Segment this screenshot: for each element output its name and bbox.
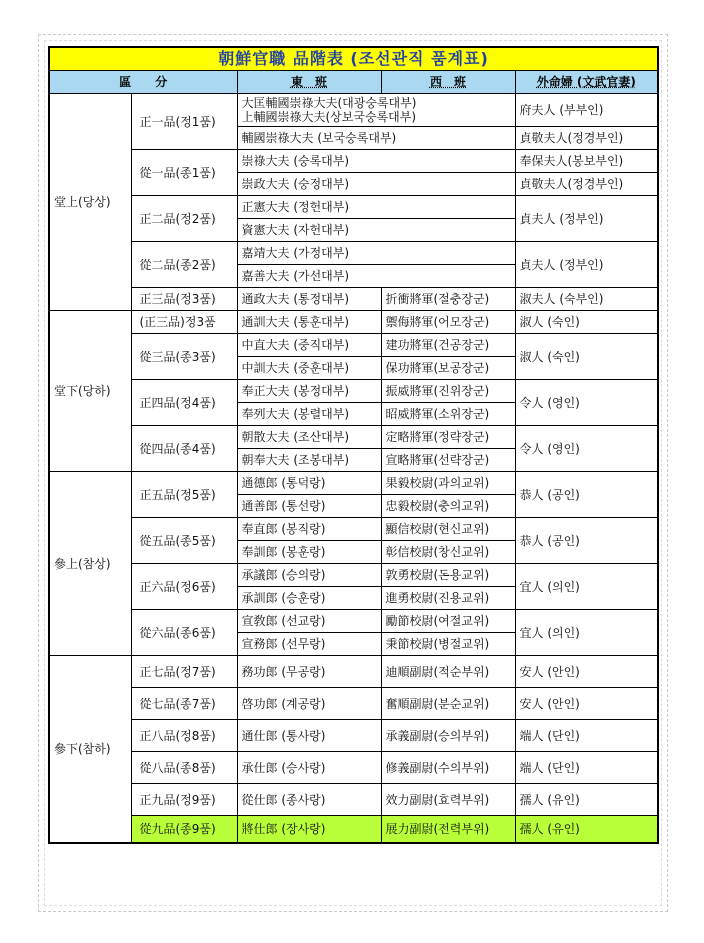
header-dongban-label: 東 班 [290,75,327,89]
wife-cell: 孺人 (유인) [515,816,658,844]
grade-jeong4: 正四品(정4품) [131,380,237,426]
wife-cell: 奉保夫人(봉보부인) [515,150,658,173]
grade-jeong9: 正九品(정9품) [131,784,237,816]
seo-cell: 振威將軍(진위장군) [381,380,515,403]
wife-cell: 安人 (안인) [515,688,658,720]
title-row [49,47,658,71]
grade-jong6: 從六品(종6품) [131,610,237,656]
seo-cell: 保功將軍(보공장군) [381,357,515,380]
class-chamsang: 參上(참상) [49,472,131,656]
dong-cell: 承訓郎 (승훈랑) [237,587,381,610]
dong-cell: 中訓大夫 (중훈대부) [237,357,381,380]
table-row-highlight [49,816,658,844]
dong-cell [237,94,515,127]
seo-cell: 勵節校尉(여절교위) [381,610,515,633]
header-wife-label: 外命婦 (文武官妻) [536,75,636,89]
seo-cell: 彰信校尉(창신교위) [381,541,515,564]
dong-title-1a: 大匡輔國崇祿大夫(대광숭록대부) [241,96,417,110]
seo-cell: 折衝將軍(절충장군) [381,288,515,311]
grade-jong9: 從九品(종9품) [131,816,237,844]
grade-jeong8: 正八品(정8품) [131,720,237,752]
wife-cell: 端人 (단인) [515,720,658,752]
table-row [49,196,658,219]
grade-jong3: 從三品(종3품) [131,334,237,380]
wife-cell: 安人 (안인) [515,656,658,688]
table-row [49,311,658,334]
grade-jong1: 從一品(종1품) [131,150,237,196]
seo-cell: 進勇校尉(진용교위) [381,587,515,610]
wife-cell: 端人 (단인) [515,752,658,784]
wife-cell: 宜人 (의인) [515,610,658,656]
seo-cell: 迪順副尉(적순부위) [381,656,515,688]
table-row [49,518,658,541]
dong-cell: 通政大夫 (통정대부) [237,288,381,311]
seo-cell: 顯信校尉(현신교위) [381,518,515,541]
seo-cell: 效力副尉(효력부위) [381,784,515,816]
seo-cell: 建功將軍(건공장군) [381,334,515,357]
seo-cell: 修義副尉(수의부위) [381,752,515,784]
wife-cell: 恭人 (공인) [515,518,658,564]
wife-cell: 令人 (영인) [515,426,658,472]
dong-cell: 務功郎 (무공랑) [237,656,381,688]
dong-cell: 崇祿大夫 (숭록대부) [237,150,515,173]
rank-table [48,46,659,844]
wife-cell: 淑人 (숙인) [515,334,658,380]
header-wife [515,71,658,94]
table-row [49,242,658,265]
table-row [49,288,658,311]
seo-cell: 果毅校尉(과의교위) [381,472,515,495]
dong-cell: 承仕郎 (승사랑) [237,752,381,784]
table-title: 朝鮮官職 品階表 (조선관직 품계표) [49,47,658,71]
table-row [49,784,658,816]
seo-cell: 昭威將軍(소위장군) [381,403,515,426]
dong-cell: 輔國崇祿大夫 (보국숭록대부) [237,127,515,150]
table-row [49,688,658,720]
header-row [49,71,658,94]
dong-cell: 奉列大夫 (봉렬대부) [237,403,381,426]
dong-cell: 通仕郎 (통사랑) [237,720,381,752]
grade-jeong6: 正六品(정6품) [131,564,237,610]
table-row [49,472,658,495]
header-gubun: 區 分 [49,71,237,94]
seo-cell: 奮順副尉(분순교위) [381,688,515,720]
grade-jong2: 從二品(종2품) [131,242,237,288]
dong-cell: 正憲大夫 (정헌대부) [237,196,515,219]
dong-cell: 奉正大夫 (봉정대부) [237,380,381,403]
grade-jong7: 從七品(종7품) [131,688,237,720]
wife-cell: 淑人 (숙인) [515,311,658,334]
dong-cell: 通德郎 (통덕랑) [237,472,381,495]
dong-cell: 中直大夫 (중직대부) [237,334,381,357]
wife-cell: 淑夫人 (숙부인) [515,288,658,311]
seo-cell: 宣略將軍(선략장군) [381,449,515,472]
seo-cell: 承義副尉(승의부위) [381,720,515,752]
dong-cell: 資憲大夫 (자헌대부) [237,219,515,242]
table-row [49,610,658,633]
dong-cell: 嘉靖大夫 (가정대부) [237,242,515,265]
dong-cell: 通訓大夫 (통훈대부) [237,311,381,334]
table-row [49,380,658,403]
dong-cell: 朝奉大夫 (조봉대부) [237,449,381,472]
seo-cell: 定略將軍(정략장군) [381,426,515,449]
grade-jeong7: 正七品(정7품) [131,656,237,688]
wife-cell: 孺人 (유인) [515,784,658,816]
dong-title-1b: 上輔國崇祿大夫(상보국숭록대부) [241,110,417,124]
dong-cell: 奉訓郎 (봉훈랑) [237,541,381,564]
dong-cell: 崇政大夫 (숭정대부) [237,173,515,196]
wife-cell: 恭人 (공인) [515,472,658,518]
dong-cell: 朝散大夫 (조산대부) [237,426,381,449]
class-danha: 堂下(당하) [49,311,131,472]
header-dongban [237,71,381,94]
dong-cell: 從仕郎 (종사랑) [237,784,381,816]
table-row [49,752,658,784]
dong-cell: 通善郎 (통선랑) [237,495,381,518]
seo-cell: 禦侮將軍(어모장군) [381,311,515,334]
wife-cell: 貞夫人 (정부인) [515,196,658,242]
wife-cell: 宜人 (의인) [515,564,658,610]
table-row [49,334,658,357]
wife-cell: 貞敬夫人(정경부인) [515,173,658,196]
header-seoban [381,71,515,94]
seo-cell: 秉節校尉(병절교위) [381,633,515,656]
seo-cell: 展力副尉(전력부위) [381,816,515,844]
wife-cell: 貞夫人 (정부인) [515,242,658,288]
dong-cell: 嘉善大夫 (가선대부) [237,265,515,288]
header-seoban-label: 西 班 [429,75,466,89]
dong-cell: 將仕郎 (장사랑) [237,816,381,844]
dong-cell: 承議郎 (승의랑) [237,564,381,587]
dong-cell: 奉直郎 (봉직랑) [237,518,381,541]
table-row [49,564,658,587]
table-row [49,94,658,127]
class-chamha: 參下(참하) [49,656,131,844]
grade-jeong2: 正二品(정2품) [131,196,237,242]
table-row [49,150,658,173]
grade-jeong3a: 正三品(정3품) [131,288,237,311]
seo-cell: 忠毅校尉(충의교위) [381,495,515,518]
grade-jeong5: 正五品(정5품) [131,472,237,518]
wife-cell: 府夫人 (부부인) [515,94,658,127]
grade-jong5: 從五品(종5품) [131,518,237,564]
table-row [49,426,658,449]
seo-cell: 敦勇校尉(돈용교위) [381,564,515,587]
grade-jeong3b: (正三品)정3품 [131,311,237,334]
wife-cell: 貞敬夫人(정경부인) [515,127,658,150]
grade-jong8: 從八品(종8품) [131,752,237,784]
class-dangsang: 堂上(당상) [49,94,131,311]
table-row [49,720,658,752]
grade-jong4: 從四品(종4품) [131,426,237,472]
grade-jeong1: 正一品(정1품) [131,94,237,150]
dong-cell: 宣務郎 (선무랑) [237,633,381,656]
wife-cell: 令人 (영인) [515,380,658,426]
table-row [49,656,658,688]
dong-cell: 啓功郎 (계공랑) [237,688,381,720]
dong-cell: 宣敎郎 (선교랑) [237,610,381,633]
